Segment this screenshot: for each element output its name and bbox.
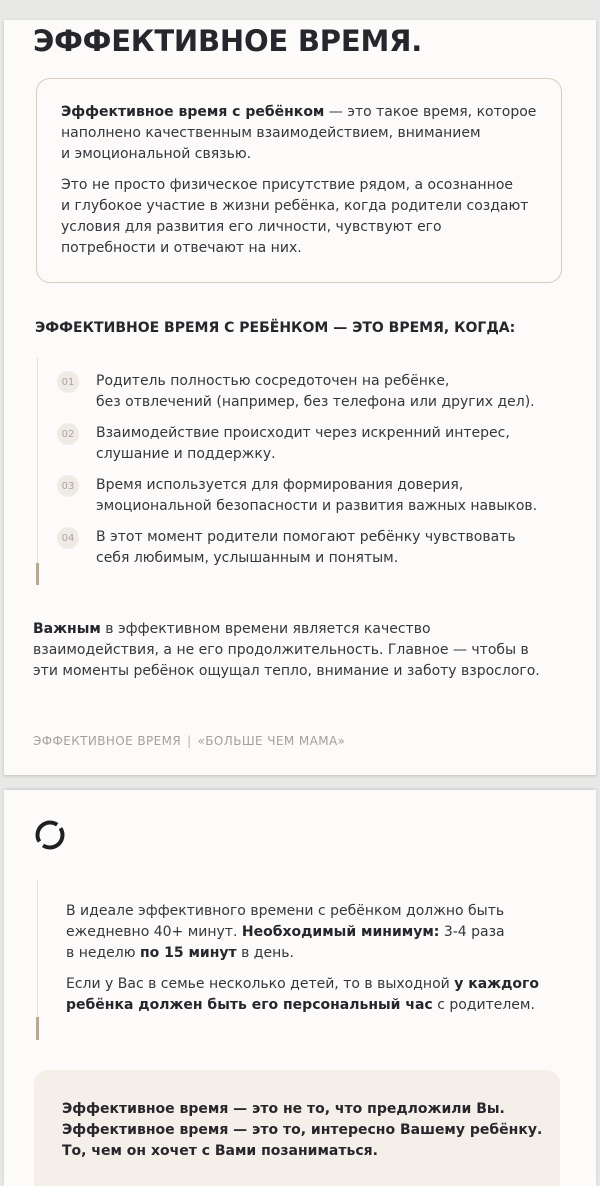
importance-paragraph [33, 619, 588, 682]
explanation-line: потребности и отвечают на них. [61, 240, 302, 256]
importance-text: взаимодействия, а не его продолжительность. Главное — чтобы в [33, 642, 529, 658]
siblings-paragraph [66, 974, 588, 1016]
callout-text [62, 1099, 552, 1162]
list-rail [37, 358, 38, 585]
item-number-badge: 04 [57, 527, 79, 549]
list-item [57, 527, 577, 569]
definition-text: и эмоциональной связью. [61, 146, 252, 162]
footer-separator: | [187, 734, 192, 748]
conditions-heading: ЭФФЕКТИВНОЕ ВРЕМЯ С РЕБЁНКОМ — ЭТО ВРЕМЯ, КОГДА: [35, 320, 516, 336]
explanation-line: и глубокое участие в жизни ребёнка, когда родители создают [61, 198, 529, 214]
page-footer [33, 733, 345, 749]
duration-text: 3-4 раза [443, 924, 505, 940]
recommendation-block [66, 901, 588, 1016]
list-item [57, 371, 577, 413]
duration-text: В идеале эффективного времени с ребёнком должно быть [66, 903, 505, 919]
definition-paragraph [61, 102, 553, 165]
minimum-label: Необходимый минимум: [241, 924, 440, 940]
definition-term: Эффективное время с ребёнком [61, 104, 325, 120]
text-rail [37, 880, 38, 1040]
callout-line: Эффективное время — это то, интересно Вашему ребёнку. [62, 1122, 543, 1138]
list-item [57, 423, 577, 465]
callout-line: Эффективное время — это не то, что предложили Вы. [62, 1101, 505, 1117]
item-text-line: Взаимодействие происходит через искренний интерес, [96, 425, 510, 441]
explanation-paragraph [61, 175, 553, 259]
item-text-line: Родитель полностью сосредоточен на ребёнке, [96, 373, 450, 389]
item-text [96, 475, 537, 517]
siblings-text: с родителем. [437, 997, 535, 1013]
duration-paragraph [66, 901, 588, 964]
duration-text: ежедневно 40+ минут. [66, 924, 238, 940]
minimum-value: по 15 минут [139, 945, 237, 961]
item-number-badge: 01 [57, 371, 79, 393]
item-text-line: слушание и поддержку. [96, 446, 276, 462]
siblings-text: Если у Вас в семье несколько детей, то в выходной [66, 976, 450, 992]
ring-icon-stroke [34, 819, 66, 851]
importance-keyword: Важным [33, 621, 101, 637]
item-text [96, 423, 510, 465]
text-rail-accent [36, 1017, 39, 1040]
list-rail-accent [36, 563, 39, 585]
definition-text: наполнено качественным взаимодействием, вниманием [61, 125, 481, 141]
footer-brand-label: «БОЛЬШЕ ЧЕМ МАМА» [197, 734, 346, 748]
item-text [96, 371, 535, 413]
list-item [57, 475, 577, 517]
item-text-line: без отвлечений (например, без телефона или других дел). [96, 394, 535, 410]
explanation-line: Это не просто физическое присутствие рядом, а осознанное [61, 177, 513, 193]
duration-text: в день. [241, 945, 294, 961]
item-text-line: себя любимым, услышанным и понятым. [96, 550, 399, 566]
page-card-2 [4, 790, 596, 1186]
conditions-list [57, 371, 577, 579]
item-number-badge: 03 [57, 475, 79, 497]
importance-text: эти моменты ребёнок ощущал тепло, внимание и заботу взрослого. [33, 663, 540, 679]
item-text-line: эмоциональной безопасности и развития важных навыков. [96, 498, 538, 514]
page-card-1 [4, 20, 596, 775]
item-number-badge: 02 [57, 423, 79, 445]
page-title: ЭФФЕКТИВНОЕ ВРЕМЯ. [33, 24, 423, 58]
importance-text: в эффективном времени является качество [105, 621, 431, 637]
duration-text: в неделю [66, 945, 136, 961]
item-text [96, 527, 516, 569]
siblings-emphasis: ребёнка должен быть его персональный час [66, 997, 433, 1013]
explanation-line: условия для развития его личности, чувствуют его [61, 219, 442, 235]
footer-section-label: ЭФФЕКТИВНОЕ ВРЕМЯ [33, 734, 182, 748]
siblings-emphasis: у каждого [454, 976, 539, 992]
ring-icon [34, 819, 66, 851]
item-text-line: В этот момент родители помогают ребёнку чувствовать [96, 529, 516, 545]
item-text-line: Время используется для формирования доверия, [96, 477, 464, 493]
definition-text: — это такое время, которое [328, 104, 537, 120]
callout-box [34, 1070, 560, 1186]
definition-box [36, 78, 562, 283]
callout-line: То, чем он хочет с Вами позаниматься. [62, 1143, 378, 1159]
